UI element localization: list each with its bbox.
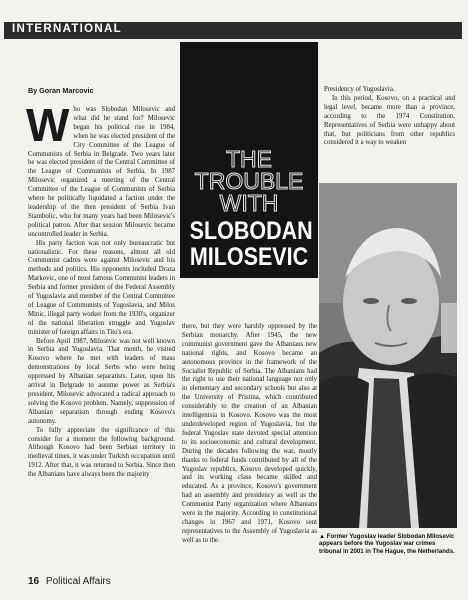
caption-marker-icon: ▲ <box>319 533 326 540</box>
column-2 <box>182 323 317 546</box>
title-line: THE <box>226 146 272 172</box>
paragraph: To fully appreciate the significance of this consider for a moment the following background. Although Kosovo had been Serbian territory in medieval times, it was under Turkish occupation until 1912. After that, it was returned to Serbia. Since then the Albanians have always been the majority <box>28 426 175 479</box>
paragraph: In this period, Kosovo, on a practical and legal level, became more than a province, according to the 1974 Constitution. Representatives of Serbia were unhappy about that, but politicians from other republics considered it a way to weaken <box>324 94 455 147</box>
page-footer <box>28 576 111 587</box>
byline: By Goran Marcovic <box>28 86 94 95</box>
photo-credit: Michel Porro/Getty Images <box>443 456 449 520</box>
column-1 <box>26 99 175 480</box>
caption-text: Former Yugoslav leader Slobodan Milosevic appears before the Yugoslav war crimes tribunal in 2001 in The Hague, the Netherlands. <box>319 533 455 555</box>
title-line: WITH <box>219 190 279 216</box>
title-line: TROUBLE <box>194 168 304 194</box>
section-label: INTERNATIONAL <box>12 23 122 35</box>
photo-caption <box>319 533 459 555</box>
page-number: 16 <box>28 576 40 587</box>
title-block <box>180 42 318 278</box>
portrait-illustration <box>319 183 457 528</box>
publication-name: Political Affairs <box>45 576 111 587</box>
section-banner <box>4 22 462 39</box>
drop-cap: W <box>26 99 70 151</box>
title-name-line: SLOBODAN <box>189 217 313 245</box>
paragraph: Before April 1987, Milosevic was not well known in Serbia and Yugoslavia. That month, he visited Kosovo where he met with leaders of mass demonstrations by local Serbs who were being oppressed by Albanian separatists. Later, upon his arrival in Belgrade to assume power as Serbia's president, Milosevic advocated a radical approach to solving the Kosovo problem. Namely, suppression of Albanian separatism through ending Kosovo's autonomy. <box>28 337 175 425</box>
milosevic-photo <box>319 183 457 528</box>
column-3 <box>324 86 455 148</box>
paragraph: Presidency of Yugoslavia. <box>324 86 395 93</box>
paragraph: ho was Slobodan Milosevic and what did he stand for? Milosevic began his political rise in 1984, when he was elected president of the City Committee of the League of Communists of Serbia in Belgrade. Two years later he was elected president of the Central Committee of the League of Communists of Serbia. In 1987 Milosevic organized a meeting of the Central Committee of the League of Communists of Serbia where he politically liquidated a faction under the leadership of the then president of Serbia Ivan Stambolic, who for many years had been Milosevic's political patron. After that session Milosevic became uncontrolled leader in Serbia. <box>28 106 175 238</box>
paragraph: there, but they were harshly oppressed by the Serbian monarchy. After 1945, the new communist government gave the Albanians new national rights, and Kosovo became an autonomous province in the framework of the Socialist Republic of Serbia. The Albanians had the right to use their national language not only in elementary and secondary schools but also at the University of Pristina, which contributed considerably to the creation of an Albanian intelligentsia in Kosovo. Kosovo was the most underdeveloped region of Yugoslavia, but the federal Yugoslav state devoted special attention to its socioeconomic and cultural development. During the decades following the war, mostly thanks to federal funds contributed by all of the Yugoslav republics, Kosovo developed quickly, and its working class became skilled and educated. As a province, Kosovo's government had an assembly and presidency as well as the Communist Party organization where Albanians were in the majority. According to constitutional changes in 1967 and 1971, Kosovo sent representatives to the Assembly of Yugoslavia as well as to the <box>182 323 317 544</box>
title-name-line: MILOSEVIC <box>189 243 309 271</box>
paragraph: His party faction was not only bureaucratic but nationalistic. For these reasons, almost all old Communist cadres were against Milosevic and his methods and politics. His opponents included Draza Markovic, one of most famous Communist leaders in Serbia and former president of the Federal Assembly of Yugoslavia and member of the Central Committee of League of Communists of Yugoslavia, and Milos Minic, illegal party worker from the 1930's, organizer of the national liberation struggle and Yugoslav minister of foreign affairs in Tito's era. <box>28 239 175 336</box>
